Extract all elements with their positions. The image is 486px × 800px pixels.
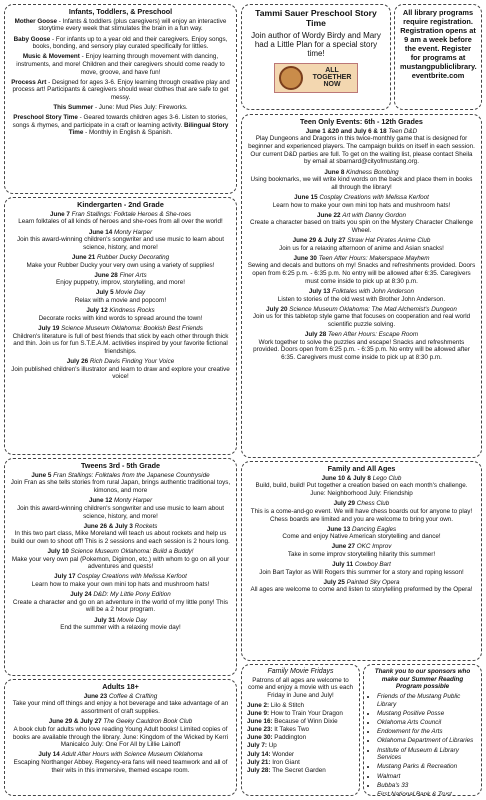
event-desc: Relax with a movie and popcorn! xyxy=(74,297,167,305)
event-desc: Create a character and go on an adventure in the world of my little pony! This will be a 2 hour program. xyxy=(12,598,229,614)
event-desc: Join us for this tabletop style game that focuses on cooperation and real world scientific puzzle solving. xyxy=(252,313,471,328)
event-date: July 10 xyxy=(47,548,71,555)
program-name: Bilingual Story Time xyxy=(68,121,229,137)
sponsor-item: • Institute of Museum & Library Services xyxy=(377,747,476,762)
event-item xyxy=(247,543,476,558)
event-desc: Join Fran as she tells stories from rural Japan, brings authentic traditional toys, kimonos, and more xyxy=(10,479,231,495)
event-header xyxy=(247,331,476,339)
infant-program xyxy=(10,53,231,76)
event-item xyxy=(10,211,231,226)
event-item xyxy=(10,497,231,520)
event-item xyxy=(247,500,476,523)
event-name: Dancing Eagles xyxy=(352,525,397,533)
family-title: Family and All Ages xyxy=(327,464,396,473)
event-name: Folktales with John Anderson xyxy=(332,287,415,295)
event-name: Monty Harper xyxy=(114,497,153,505)
event-date: June 15 xyxy=(294,193,320,201)
event-date: July 19 xyxy=(38,324,62,332)
teens-section xyxy=(241,114,482,458)
event-date: June 13 xyxy=(326,525,353,533)
event-name: Painted Sky Opera xyxy=(346,578,400,586)
event-name: D&D: My Little Pony Edition xyxy=(93,591,171,599)
event-item xyxy=(247,579,476,594)
sponsors-section xyxy=(363,664,482,796)
movie-item xyxy=(247,726,354,734)
event-desc: Join this award-winning children's songwriter and use music to learn about science, history, and more! xyxy=(16,236,224,251)
reader-illustration xyxy=(279,66,303,90)
program-desc: - For infants up to a year old and their caregivers. Enjoy songs, books, bonding, and sensory play curated specifically for littles. xyxy=(32,35,228,51)
event-header xyxy=(247,500,476,508)
event-date: July 26 xyxy=(66,357,90,365)
event-item xyxy=(247,237,476,252)
event-date: June 21 xyxy=(71,253,98,261)
event-desc: Create a character based on traits you spin on the Mystery Character Challenge Wheel. xyxy=(250,219,473,235)
event-date: June 12 xyxy=(88,497,115,505)
event-item xyxy=(247,212,476,235)
event-desc: Work together to solve the puzzles and escape! Snacks and refreshments provided. Doors open from 6:25 p.m. - 6:35 p.m. No entry will be allowed after 6:35. Caregivers must come inside to pick up at 8:30 p.m. xyxy=(253,338,470,362)
event-name: Straw Hat Pirates Anime Club xyxy=(347,237,431,245)
infant-program xyxy=(10,18,231,33)
teens-title: Teen Only Events: 6th - 12th Grades xyxy=(300,117,423,126)
event-header xyxy=(10,472,231,480)
event-header xyxy=(247,306,476,314)
event-desc: A book club for adults who love reading Young Adult books! Limited copies of books are available through the library. June: Kingdom of the Wicked by Kerri Manicalco July: One For All by Lillie Lainoff xyxy=(12,725,229,749)
event-header xyxy=(10,289,231,297)
adults-title: Adults 18+ xyxy=(102,682,139,691)
event-name: Rockets xyxy=(134,522,158,530)
event-header xyxy=(10,548,231,556)
tweens-title: Tweens 3rd - 5th Grade xyxy=(81,461,160,470)
adults-section xyxy=(4,679,237,796)
event-date: July 29 xyxy=(333,500,357,508)
event-header xyxy=(247,128,476,136)
program-desc: - Infants & toddlers (plus caregivers) will enjoy an interactive storytime every week that stimulates the brain in a fun way. xyxy=(38,17,227,33)
event-desc: Take in some improv storytelling hilarity this summer! xyxy=(287,551,436,558)
event-date: June 14 xyxy=(88,228,115,236)
event-date: June 27 xyxy=(331,543,357,551)
movies-intro: Patrons of all ages are welcome to come and enjoy a movie with us each Friday in June and July! xyxy=(247,676,353,699)
event-desc: Enjoy puppetry, improv, storytelling, and more! xyxy=(56,279,185,287)
event-item xyxy=(10,591,231,614)
event-item xyxy=(247,288,476,303)
tweens-section xyxy=(4,458,237,676)
program-name: This Summer xyxy=(53,104,94,112)
movie-title: Wonder xyxy=(272,750,295,758)
event-name: Teen After Hours: Makerspace Mayhem xyxy=(318,254,430,262)
event-name: Teen D&D xyxy=(388,127,418,135)
event-item xyxy=(10,548,231,571)
movie-item xyxy=(247,734,354,742)
teens-list xyxy=(247,128,476,362)
event-name: Cosplay Creations with Melissa Kerfoot xyxy=(319,193,429,201)
infant-program xyxy=(10,104,231,112)
movie-date: June 2: xyxy=(247,701,271,709)
event-desc: Play Dungeons and Dragons in this twice-monthly game that is designed for beginner and experienced players. The campaign builds on itself in each session. Our current D&D parties are full. To get on the waiting list, please contact Sheila by email at sbarnard@cityofmustang.org. xyxy=(248,135,475,166)
registration-section xyxy=(394,4,482,110)
event-desc: Come and enjoy Native American storytelling and dance! xyxy=(282,533,441,541)
event-item xyxy=(10,289,231,304)
program-name: Mother Goose xyxy=(14,17,57,25)
sponsor-item: • Walmart xyxy=(377,773,476,781)
event-desc: End the summer with a relaxing movie day! xyxy=(60,624,181,632)
event-item xyxy=(10,472,231,495)
event-name: Monty Harper xyxy=(114,228,153,236)
movie-date: July 7: xyxy=(247,742,269,750)
event-item xyxy=(10,523,231,546)
movie-item xyxy=(247,759,354,767)
event-desc: Children's literature is full of best friends that stick by each other through thick and thin. Join us for fun S.T.E.A.M. activities inspired by your favorite fictional friendships. xyxy=(12,332,229,355)
event-date: July 31 xyxy=(94,616,118,624)
event-name: The Geeky Cauldron Book Club xyxy=(103,718,193,726)
kinder-section xyxy=(4,197,237,455)
event-date: July 20 xyxy=(266,305,290,313)
event-item xyxy=(10,718,231,749)
event-header xyxy=(10,307,231,315)
event-name: Kindness Rocks xyxy=(109,307,155,315)
movie-date: June 16: xyxy=(247,717,275,725)
event-desc: This is a come-and-go event. We will have chess boards out for anyone to play! Chess boards are limited and you are welcome to bring your own. xyxy=(250,507,473,523)
event-header xyxy=(10,573,231,581)
program-desc: - Designed for ages 3-6. Enjoy learning through creative play and process art! Participants & caregivers should wear clothes that are safe to get messy. xyxy=(12,78,230,101)
tweens-list xyxy=(10,472,231,632)
family-list xyxy=(247,475,476,594)
movie-item xyxy=(247,767,354,775)
infants-title: Infants, Toddlers, & Preschool xyxy=(68,7,173,16)
sponsors-list xyxy=(377,693,476,796)
event-name: Rubber Ducky Decorating xyxy=(97,253,170,261)
event-name: Science Museum Oklahoma: Bookish Best Friends xyxy=(61,324,203,332)
event-date: July 25 xyxy=(323,578,347,586)
movie-title: Iron Giant xyxy=(272,758,300,766)
movie-date: June 23: xyxy=(247,726,275,734)
event-desc: Take your mind off things and enjoy a hot beverage and take advantage of an assortment of craft supplies. xyxy=(12,700,229,716)
event-date: July 17 xyxy=(54,573,78,581)
all-together-now-image xyxy=(274,63,358,93)
event-header xyxy=(10,617,231,625)
family-section xyxy=(241,461,482,661)
event-desc: Join Bart Taylor as Will Rogers this summer for a story and roping lesson! xyxy=(259,568,464,576)
event-item xyxy=(10,307,231,322)
event-header xyxy=(10,718,231,726)
movie-date: July 14: xyxy=(247,750,273,758)
infant-program xyxy=(10,36,231,51)
event-header xyxy=(247,194,476,202)
event-item xyxy=(247,128,476,166)
event-desc: Using bookmarks, we will write kind words on the back and place them in books all through the library! xyxy=(250,176,473,191)
event-date: July 12 xyxy=(86,307,110,315)
program-desc: - Enjoy learning through movement with dancing, instruments, and more! Children and their caregivers should come ready to move, groove, and have fun! xyxy=(16,53,225,76)
movie-item xyxy=(247,702,354,710)
program-name: Process Art xyxy=(11,78,47,86)
event-item xyxy=(10,358,231,381)
event-desc: Sewing and decals and buttons oh my! Snacks and refreshments provided. Doors open from 6:25 p.m. - 6:35 p.m. No entry will be allowed after 6:35. Caregivers must come inside to pick up at 8:30 p.m. xyxy=(247,262,476,285)
movie-date: June 9: xyxy=(247,709,271,717)
program-desc: - June: Mud Pies July: Fireworks. xyxy=(93,104,188,112)
event-item xyxy=(10,693,231,716)
movie-date: July 28: xyxy=(247,766,273,774)
event-date: June 22 xyxy=(317,211,343,219)
event-desc: Join published children's illustrator and learn to draw and explore your creative voice! xyxy=(11,365,230,381)
movie-title: Lilo & Stitch xyxy=(270,701,305,709)
sponsor-item: • Mustang Parks & Recreation xyxy=(377,763,476,771)
program-desc: - Monthly in English & Spanish. xyxy=(83,129,173,137)
event-item xyxy=(247,169,476,192)
movie-date: July 21: xyxy=(247,758,273,766)
event-name: Science Museum Oklahoma: The Mad Alchemist's Dungeon xyxy=(289,305,457,313)
event-header xyxy=(247,169,476,177)
event-desc: In this two part class, Mike Moreland will teach us about rockets and help us build our own to shoot off! This is 2 sessions and each session is 2 hours long. xyxy=(11,530,230,545)
event-header xyxy=(247,255,476,263)
event-item xyxy=(247,306,476,329)
kinder-list xyxy=(10,211,231,381)
event-name: Movie Day xyxy=(115,289,146,297)
event-desc: Make your Rubber Ducky your very own using a variety of supplies! xyxy=(26,261,215,269)
event-header xyxy=(247,579,476,587)
event-name: Adult After Hours with Science Museum Oklahoma xyxy=(61,751,203,759)
event-header xyxy=(10,693,231,701)
event-date: July 14 xyxy=(38,751,62,759)
movies-section xyxy=(241,664,360,796)
event-name: Science Museum Oklahoma: Build a Buddy! xyxy=(70,548,194,555)
event-header xyxy=(10,325,231,333)
infant-program xyxy=(10,114,231,137)
event-item xyxy=(10,229,231,252)
event-item xyxy=(247,475,476,498)
movies-list xyxy=(247,702,354,775)
event-name: Fran Stallings: Folktales from the Japanese Countryside xyxy=(53,471,210,479)
event-name: Cosplay Creations with Melissa Kerfoot xyxy=(77,573,187,581)
movie-item xyxy=(247,742,354,750)
sponsors-title: Thank you to our sponsors who make our Summer Reading Program possible xyxy=(374,668,471,691)
event-item xyxy=(247,194,476,209)
sponsor-item: • Oklahoma Department of Libraries xyxy=(377,737,476,745)
event-desc: Make your very own pal (Pokemon, Digimon, etc.) with whom to go on all your adventures and quests! xyxy=(11,555,230,571)
event-name: Kindness Bombing xyxy=(346,168,399,176)
event-header xyxy=(10,211,231,219)
event-name: Coffee & Crafting xyxy=(108,692,158,700)
adults-list xyxy=(10,693,231,775)
event-name: Chess Club xyxy=(356,500,390,508)
event-header xyxy=(247,561,476,569)
infant-program xyxy=(10,79,231,102)
event-date: July 5 xyxy=(95,289,116,297)
event-desc: Learn how to make your own mini top hats and mushroom hats! xyxy=(31,581,210,589)
sponsor-item: • Endowment for the Arts xyxy=(377,728,476,736)
movie-item xyxy=(247,710,354,718)
program-desc: - Geared towards children ages 3-6. Listen to stories, songs & rhymes, and participate in a craft or learning activity. xyxy=(12,114,228,129)
event-date: June 29 & July 27 xyxy=(48,718,104,726)
event-date: July 28 xyxy=(304,331,328,339)
program-name: Preschool Story Time xyxy=(13,114,78,122)
registration-text: All library programs require registration. Registration opens at 9 am a week before the event. Register for programs at mustangpubliclibrary. eventbrite.com xyxy=(400,8,477,81)
sponsor-item: • Bubba's 33 xyxy=(377,782,476,790)
event-date: July 11 xyxy=(332,561,355,569)
movie-item xyxy=(247,751,354,759)
event-date: June 26 & July 3 xyxy=(83,522,135,530)
event-name: Art with Danny Gordon xyxy=(342,211,406,219)
movie-item xyxy=(247,718,354,726)
event-desc: All ages are welcome to come and listen to storytelling preformed by the Opera! xyxy=(250,586,473,594)
event-header xyxy=(10,497,231,505)
event-desc: Join us for a relaxing afternoon of anime and Asian snacks! xyxy=(279,244,444,252)
event-desc: Learn how to make your own mini top hats and mushroom hats! xyxy=(272,201,451,209)
event-header xyxy=(10,523,231,531)
event-name: Finer Arts xyxy=(119,271,147,279)
tammi-text: Join author of Wordy Birdy and Mary had a Little Plan for a special story time! xyxy=(251,30,381,59)
tammi-title: Tammi Sauer Preschool Story Time xyxy=(255,8,377,29)
event-name: Fran Stallings: Folktale Heroes & She-roes xyxy=(71,210,192,218)
event-desc: Learn folktales of all kinds of heroes and she-roes from all over the world! xyxy=(18,218,223,226)
event-date: June 1 &20 and July 6 & 18 xyxy=(305,127,389,135)
sponsor-item: • First National Bank & Trust xyxy=(377,791,476,796)
event-date: June 8 xyxy=(324,168,347,176)
sponsor-item: • Mustang Positive Posse xyxy=(377,710,476,718)
event-name: OKC Improv xyxy=(356,543,392,551)
program-name: Music & Movement xyxy=(22,53,80,61)
movie-date: June 30: xyxy=(247,734,275,742)
event-item xyxy=(10,617,231,632)
event-date: June 28 xyxy=(94,271,120,279)
event-header xyxy=(10,254,231,262)
event-desc: Escaping Northanger Abbey. Regency-era fans will need teamwork and all of their wits in this immersive, themed escape room. xyxy=(13,758,228,774)
movie-title: Up xyxy=(268,742,277,750)
event-item xyxy=(247,561,476,576)
event-item xyxy=(10,254,231,269)
tammi-section xyxy=(241,4,391,110)
sponsor-item: • Oklahoma Arts Council xyxy=(377,719,476,727)
event-date: June 30 xyxy=(293,254,319,262)
program-name: Baby Goose xyxy=(13,35,51,43)
image-text: ALL TOGETHER NOW xyxy=(312,67,352,89)
event-header xyxy=(247,543,476,551)
event-item xyxy=(10,573,231,588)
event-desc: Join this award-winning children's songwriter and use music to learn about science, history, and more! xyxy=(16,504,224,520)
event-name: Lego Club xyxy=(372,474,402,482)
event-header xyxy=(247,237,476,245)
event-header xyxy=(247,475,476,483)
event-name: Movie Day xyxy=(117,616,147,624)
infants-section xyxy=(4,4,237,194)
event-item xyxy=(247,331,476,362)
event-date: July 13 xyxy=(308,287,333,295)
event-item xyxy=(247,526,476,541)
event-name: Cowboy Bart xyxy=(354,561,391,569)
infants-list xyxy=(10,18,231,137)
event-date: June 5 xyxy=(31,471,54,479)
event-date: June 29 & July 27 xyxy=(292,237,348,245)
event-date: June 23 xyxy=(83,692,109,700)
event-date: June 7 xyxy=(49,210,72,218)
movies-title: Family Movie Fridays xyxy=(267,668,334,675)
movie-title: It Takes Two xyxy=(274,726,310,734)
event-header xyxy=(10,229,231,237)
event-desc: Listen to stories of the old west with Brother John Anderson. xyxy=(277,295,446,303)
event-header xyxy=(10,751,231,759)
kinder-title: Kindergarten - 2nd Grade xyxy=(77,200,164,209)
event-header xyxy=(247,212,476,220)
event-header xyxy=(10,358,231,366)
event-item xyxy=(10,751,231,774)
event-desc: Build, build, build! Put together a creation based on each month's challenge. June: Neighborhood July: Friendship xyxy=(255,482,468,498)
event-item xyxy=(247,255,476,286)
movie-title: Paddington xyxy=(274,734,307,742)
event-name: Teen After Hours: Escape Room xyxy=(327,331,419,339)
event-header xyxy=(10,591,231,599)
event-item xyxy=(10,272,231,287)
movie-title: How to Train Your Dragon xyxy=(270,709,343,717)
event-header xyxy=(247,288,476,296)
movie-title: The Secret Garden xyxy=(272,766,326,774)
event-desc: Decorate rocks with kind words to spread around the town! xyxy=(38,314,203,322)
event-item xyxy=(10,325,231,356)
event-name: Rich Davis Finding Your Voice xyxy=(89,357,175,365)
sponsor-item: • Friends of the Mustang Public Library xyxy=(377,693,476,708)
event-header xyxy=(247,526,476,534)
event-date: June 10 & July 8 xyxy=(321,474,373,482)
event-header xyxy=(10,272,231,280)
event-date: July 24 xyxy=(70,591,94,599)
movie-title: Because of Winn Dixie xyxy=(274,717,338,725)
